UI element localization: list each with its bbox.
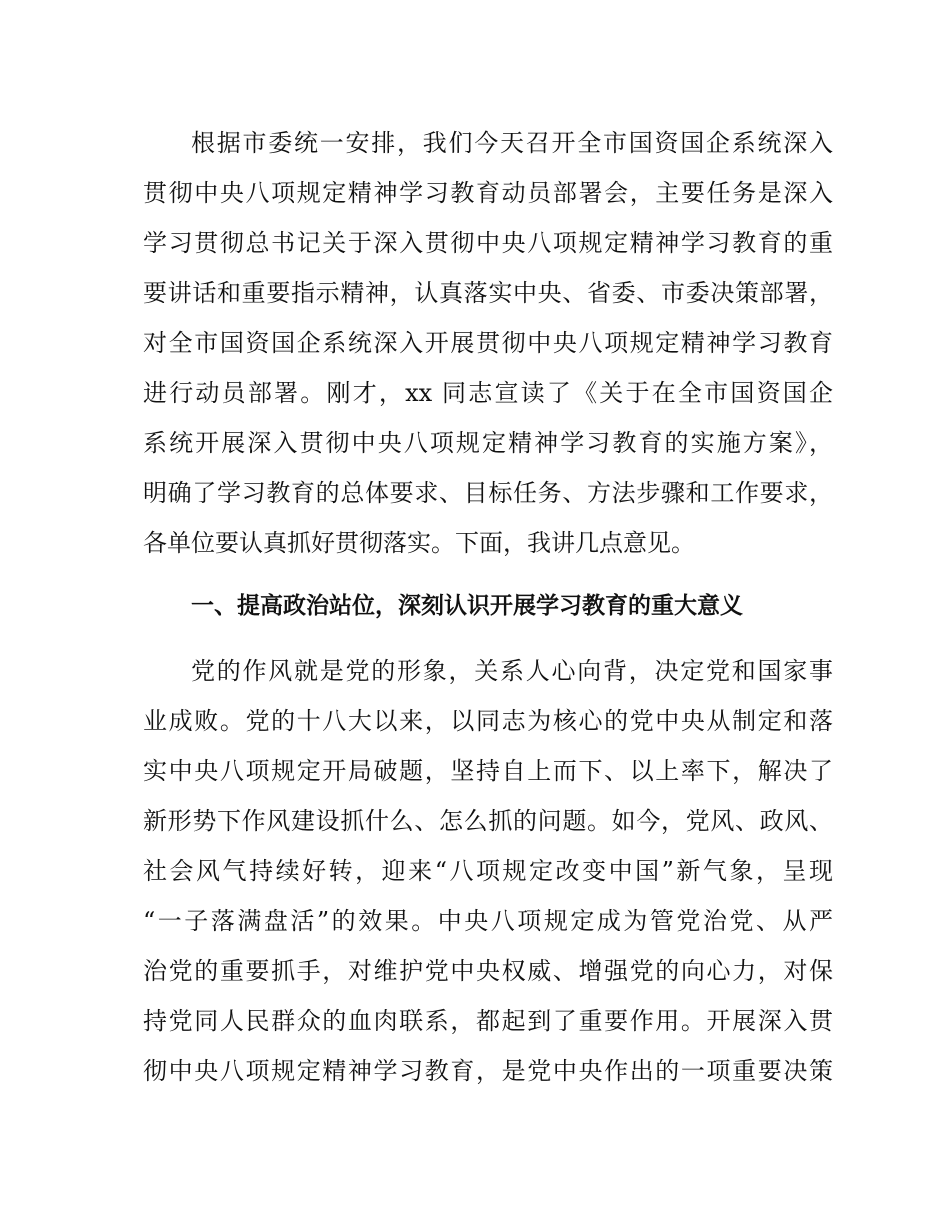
- section-1-line: 新形势下作风建设抓什么、怎么抓的问题。如今，党风、政风、: [143, 807, 833, 835]
- paragraph-1-line: 进行动员部署。刚才，xx 同志宣读了《关于在全市国资国企: [143, 379, 833, 407]
- section-1-line: 治党的重要抓手，对维护党中央权威、增强党的向心力，对保: [143, 957, 833, 985]
- paragraph-1-line: 要讲话和重要指示精神，认真落实中央、省委、市委决策部署，: [143, 279, 833, 307]
- paragraph-1-line: 根据市委统一安排，我们今天召开全市国资国企系统深入: [191, 129, 833, 157]
- paragraph-1-line: 贯彻中央八项规定精神学习教育动员部署会，主要任务是深入: [143, 179, 833, 207]
- section-1-line: 实中央八项规定开局破题，坚持自上而下、以上率下，解决了: [143, 757, 833, 785]
- paragraph-1-line: 对全市国资国企系统深入开展贯彻中央八项规定精神学习教育: [143, 329, 833, 357]
- section-1-line: 持党同人民群众的血肉联系，都起到了重要作用。开展深入贯: [143, 1007, 833, 1035]
- paragraph-1-line: 学习贯彻总书记关于深入贯彻中央八项规定精神学习教育的重: [143, 229, 833, 257]
- section-1-line: “一子落满盘活”的效果。中央八项规定成为管党治党、从严: [143, 907, 833, 935]
- section-1-line: 社会风气持续好转，迎来“八项规定改变中国”新气象，呈现: [143, 857, 833, 885]
- section-1-line: 党的作风就是党的形象，关系人心向背，决定党和国家事: [191, 657, 833, 685]
- section-1-line: 彻中央八项规定精神学习教育，是党中央作出的一项重要决策: [143, 1057, 833, 1085]
- paragraph-1-line: 明确了学习教育的总体要求、目标任务、方法步骤和工作要求，: [143, 479, 833, 507]
- section-1-line: 业成败。党的十八大以来，以同志为核心的党中央从制定和落: [143, 707, 833, 735]
- paragraph-1-line: 系统开展深入贯彻中央八项规定精神学习教育的实施方案》，: [143, 429, 833, 457]
- paragraph-1-line: 各单位要认真抓好贯彻落实。下面，我讲几点意见。: [143, 529, 695, 557]
- section-1-heading: 一、提高政治站位，深刻认识开展学习教育的重大意义: [191, 593, 743, 619]
